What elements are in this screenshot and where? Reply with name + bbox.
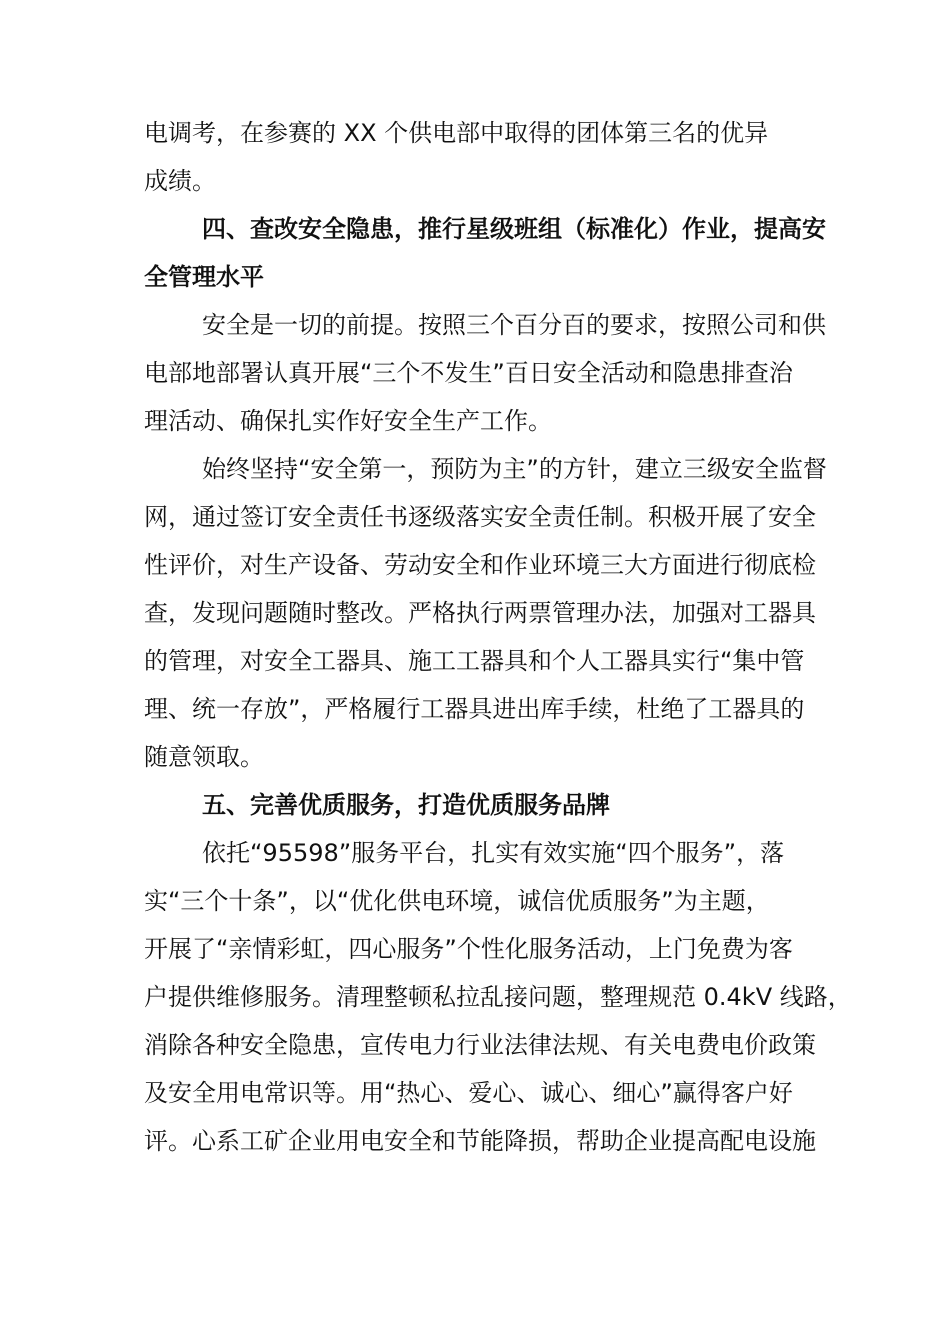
text-line: 实“三个十条”，以“优化供电环境，诚信优质服务”为主题， [144, 887, 770, 915]
text-line: 查，发现问题随时整改。严格执行两票管理办法，加强对工器具 [144, 599, 816, 627]
paragraph-start: 始终坚持“安全第一，预防为主”的方针，建立三级安全监督 [202, 455, 827, 483]
text-line: 网，通过签订安全责任书逐级落实安全责任制。积极开展了安全 [144, 503, 816, 531]
text-line: 评。心系工矿企业用电安全和节能降损，帮助企业提高配电设施 [144, 1127, 816, 1155]
text-line: 随意领取。 [144, 743, 264, 771]
paragraph-start: 依托“95598”服务平台，扎实有效实施“四个服务”，落 [202, 839, 785, 867]
section-heading: 四、查改安全隐患，推行星级班组（标准化）作业，提高安 [202, 215, 826, 243]
text-line: 开展了“亲情彩虹，四心服务”个性化服务活动，上门免费为客 [144, 935, 793, 963]
paragraph-start: 安全是一切的前提。按照三个百分百的要求，按照公司和供 [202, 311, 826, 339]
section-heading-continued: 全管理水平 [144, 263, 264, 291]
text-line: 消除各种安全隐患，宣传电力行业法律法规、有关电费电价政策 [144, 1031, 816, 1059]
text-line: 及安全用电常识等。用“热心、爱心、诚心、细心”赢得客户好 [144, 1079, 793, 1107]
text-line: 理活动、确保扎实作好安全生产工作。 [144, 407, 552, 435]
text-line: 成绩。 [144, 167, 216, 195]
text-line: 性评价，对生产设备、劳动安全和作业环境三大方面进行彻底检 [144, 551, 816, 579]
text-line: 的管理，对安全工器具、施工工器具和个人工器具实行“集中管 [144, 647, 805, 675]
text-line: 理、统一存放”，严格履行工器具进出库手续，杜绝了工器具的 [144, 695, 805, 723]
text-line: 户提供维修服务。清理整顿私拉乱接问题，整理规范 0.4kV 线路， [144, 983, 852, 1011]
section-heading: 五、完善优质服务，打造优质服务品牌 [202, 791, 610, 819]
text-line: 电调考，在参赛的 XX 个供电部中取得的团体第三名的优异 [144, 119, 769, 147]
text-line: 电部地部署认真开展“三个不发生”百日安全活动和隐患排查治 [144, 359, 793, 387]
